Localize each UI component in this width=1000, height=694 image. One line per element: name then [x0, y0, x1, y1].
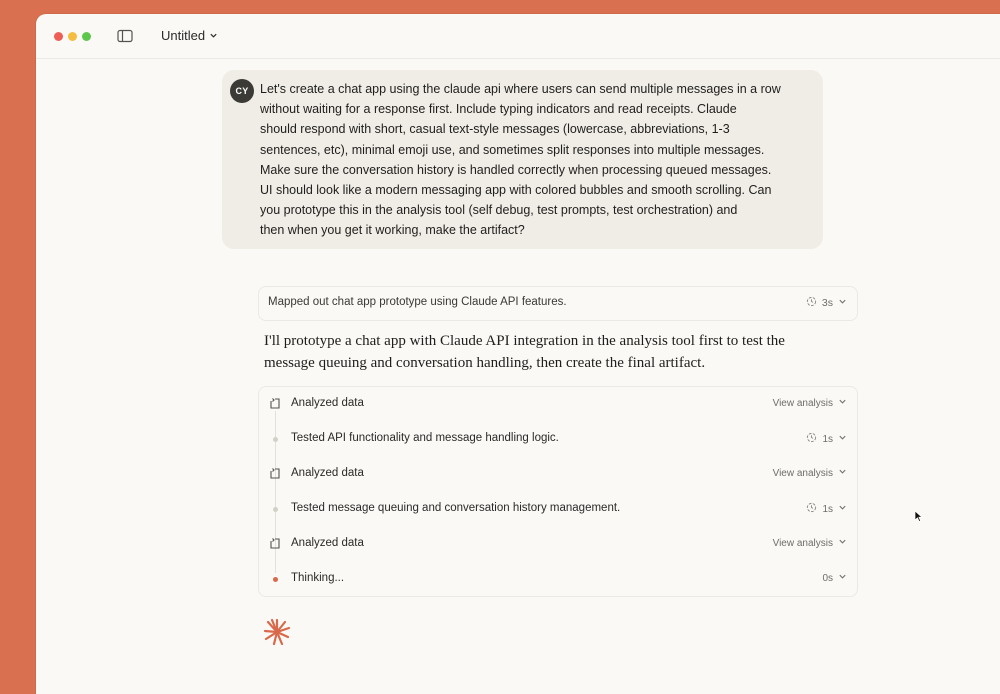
user-message-line: UI should look like a modern messaging app with colored bubbles and smooth scrolling. Can	[260, 183, 772, 198]
analysis-icon	[269, 537, 281, 555]
step-analyzed-data[interactable]	[259, 457, 857, 492]
step-label: Tested API functionality and message handling logic.	[291, 432, 559, 444]
step-duration[interactable]	[806, 432, 847, 446]
minimize-window-button[interactable]	[68, 32, 77, 41]
view-analysis-button[interactable]	[773, 467, 847, 479]
step-label: Analyzed data	[291, 537, 364, 549]
chevron-down-icon	[209, 28, 218, 43]
chevron-down-icon	[838, 467, 847, 479]
timer-icon	[806, 502, 817, 516]
avatar: CY	[230, 79, 254, 103]
thinking-summary-card[interactable]	[258, 286, 858, 321]
user-message-line: should respond with short, casual text-style messages (lowercase, abbreviations, 1-3	[260, 122, 730, 137]
assistant-response	[264, 330, 824, 374]
user-message-line: without waiting for a response first. Include typing indicators and read receipts. Claude	[260, 102, 737, 117]
step-thinking[interactable]	[259, 562, 857, 597]
step-analyzed-data[interactable]	[259, 527, 857, 562]
analysis-steps-panel	[258, 386, 858, 597]
view-analysis-label: View analysis	[772, 397, 833, 409]
timeline-dot	[273, 437, 278, 442]
assistant-response-line: I'll prototype a chat app with Claude API integration in the analysis tool first to test the	[264, 333, 785, 349]
timer-icon	[806, 432, 817, 446]
chevron-down-icon	[838, 397, 847, 409]
step-duration[interactable]	[806, 502, 847, 516]
thinking-dot	[273, 577, 278, 582]
analysis-icon	[269, 467, 281, 485]
duration-label: 1s	[822, 433, 833, 445]
document-title: Untitled	[161, 28, 206, 43]
step-thought[interactable]	[259, 422, 857, 457]
step-analyzed-data[interactable]	[259, 387, 857, 422]
user-message-bubble	[222, 70, 823, 249]
user-message-line: Let's create a chat app using the claude api where users can send multiple messages in a row	[260, 82, 781, 96]
thinking-summary-text: Mapped out chat app prototype using Claude API features.	[268, 296, 567, 308]
chevron-down-icon	[838, 503, 847, 515]
document-title-dropdown[interactable]	[161, 28, 218, 43]
chevron-down-icon	[838, 433, 847, 445]
assistant-response-line: message queuing and conversation handling, then create the final artifact.	[264, 355, 706, 371]
view-analysis-label: View analysis	[772, 537, 833, 549]
title-bar	[36, 14, 1000, 59]
user-message-line: sentences, etc), minimal emoji use, and sometimes split responses into multiple messages.	[260, 142, 765, 157]
analysis-icon	[269, 397, 281, 415]
duration-label: 1s	[822, 503, 833, 515]
close-window-button[interactable]	[54, 32, 63, 41]
duration-label: 0s	[822, 572, 833, 584]
mouse-cursor-icon	[914, 510, 923, 528]
step-duration[interactable]	[822, 572, 847, 584]
step-label: Analyzed data	[291, 397, 364, 409]
step-label: Thinking...	[291, 572, 345, 584]
view-analysis-button[interactable]	[773, 537, 847, 549]
chevron-down-icon	[838, 572, 847, 584]
zoom-window-button[interactable]	[82, 32, 91, 41]
thinking-duration[interactable]	[806, 296, 847, 310]
sidebar-toggle-icon[interactable]	[117, 29, 133, 43]
user-message-line: then when you get it working, make the artifact?	[260, 223, 525, 238]
chevron-down-icon	[838, 537, 847, 549]
timeline-dot	[273, 507, 278, 512]
timer-icon	[806, 296, 817, 310]
view-analysis-button[interactable]	[773, 397, 847, 409]
view-analysis-label: View analysis	[772, 467, 833, 479]
user-message-line: you prototype this in the analysis tool (self debug, test prompts, test orchestration) and	[260, 203, 738, 218]
step-label: Tested message queuing and conversation history management.	[291, 502, 621, 514]
duration-label: 3s	[821, 297, 833, 309]
user-message-line: Make sure the conversation history is handled correctly when processing queued messages.	[260, 162, 772, 177]
claude-spinner-icon	[263, 618, 291, 651]
step-label: Analyzed data	[291, 467, 364, 479]
chevron-down-icon	[838, 297, 847, 309]
step-thought[interactable]	[259, 492, 857, 527]
user-message-text	[260, 79, 812, 241]
